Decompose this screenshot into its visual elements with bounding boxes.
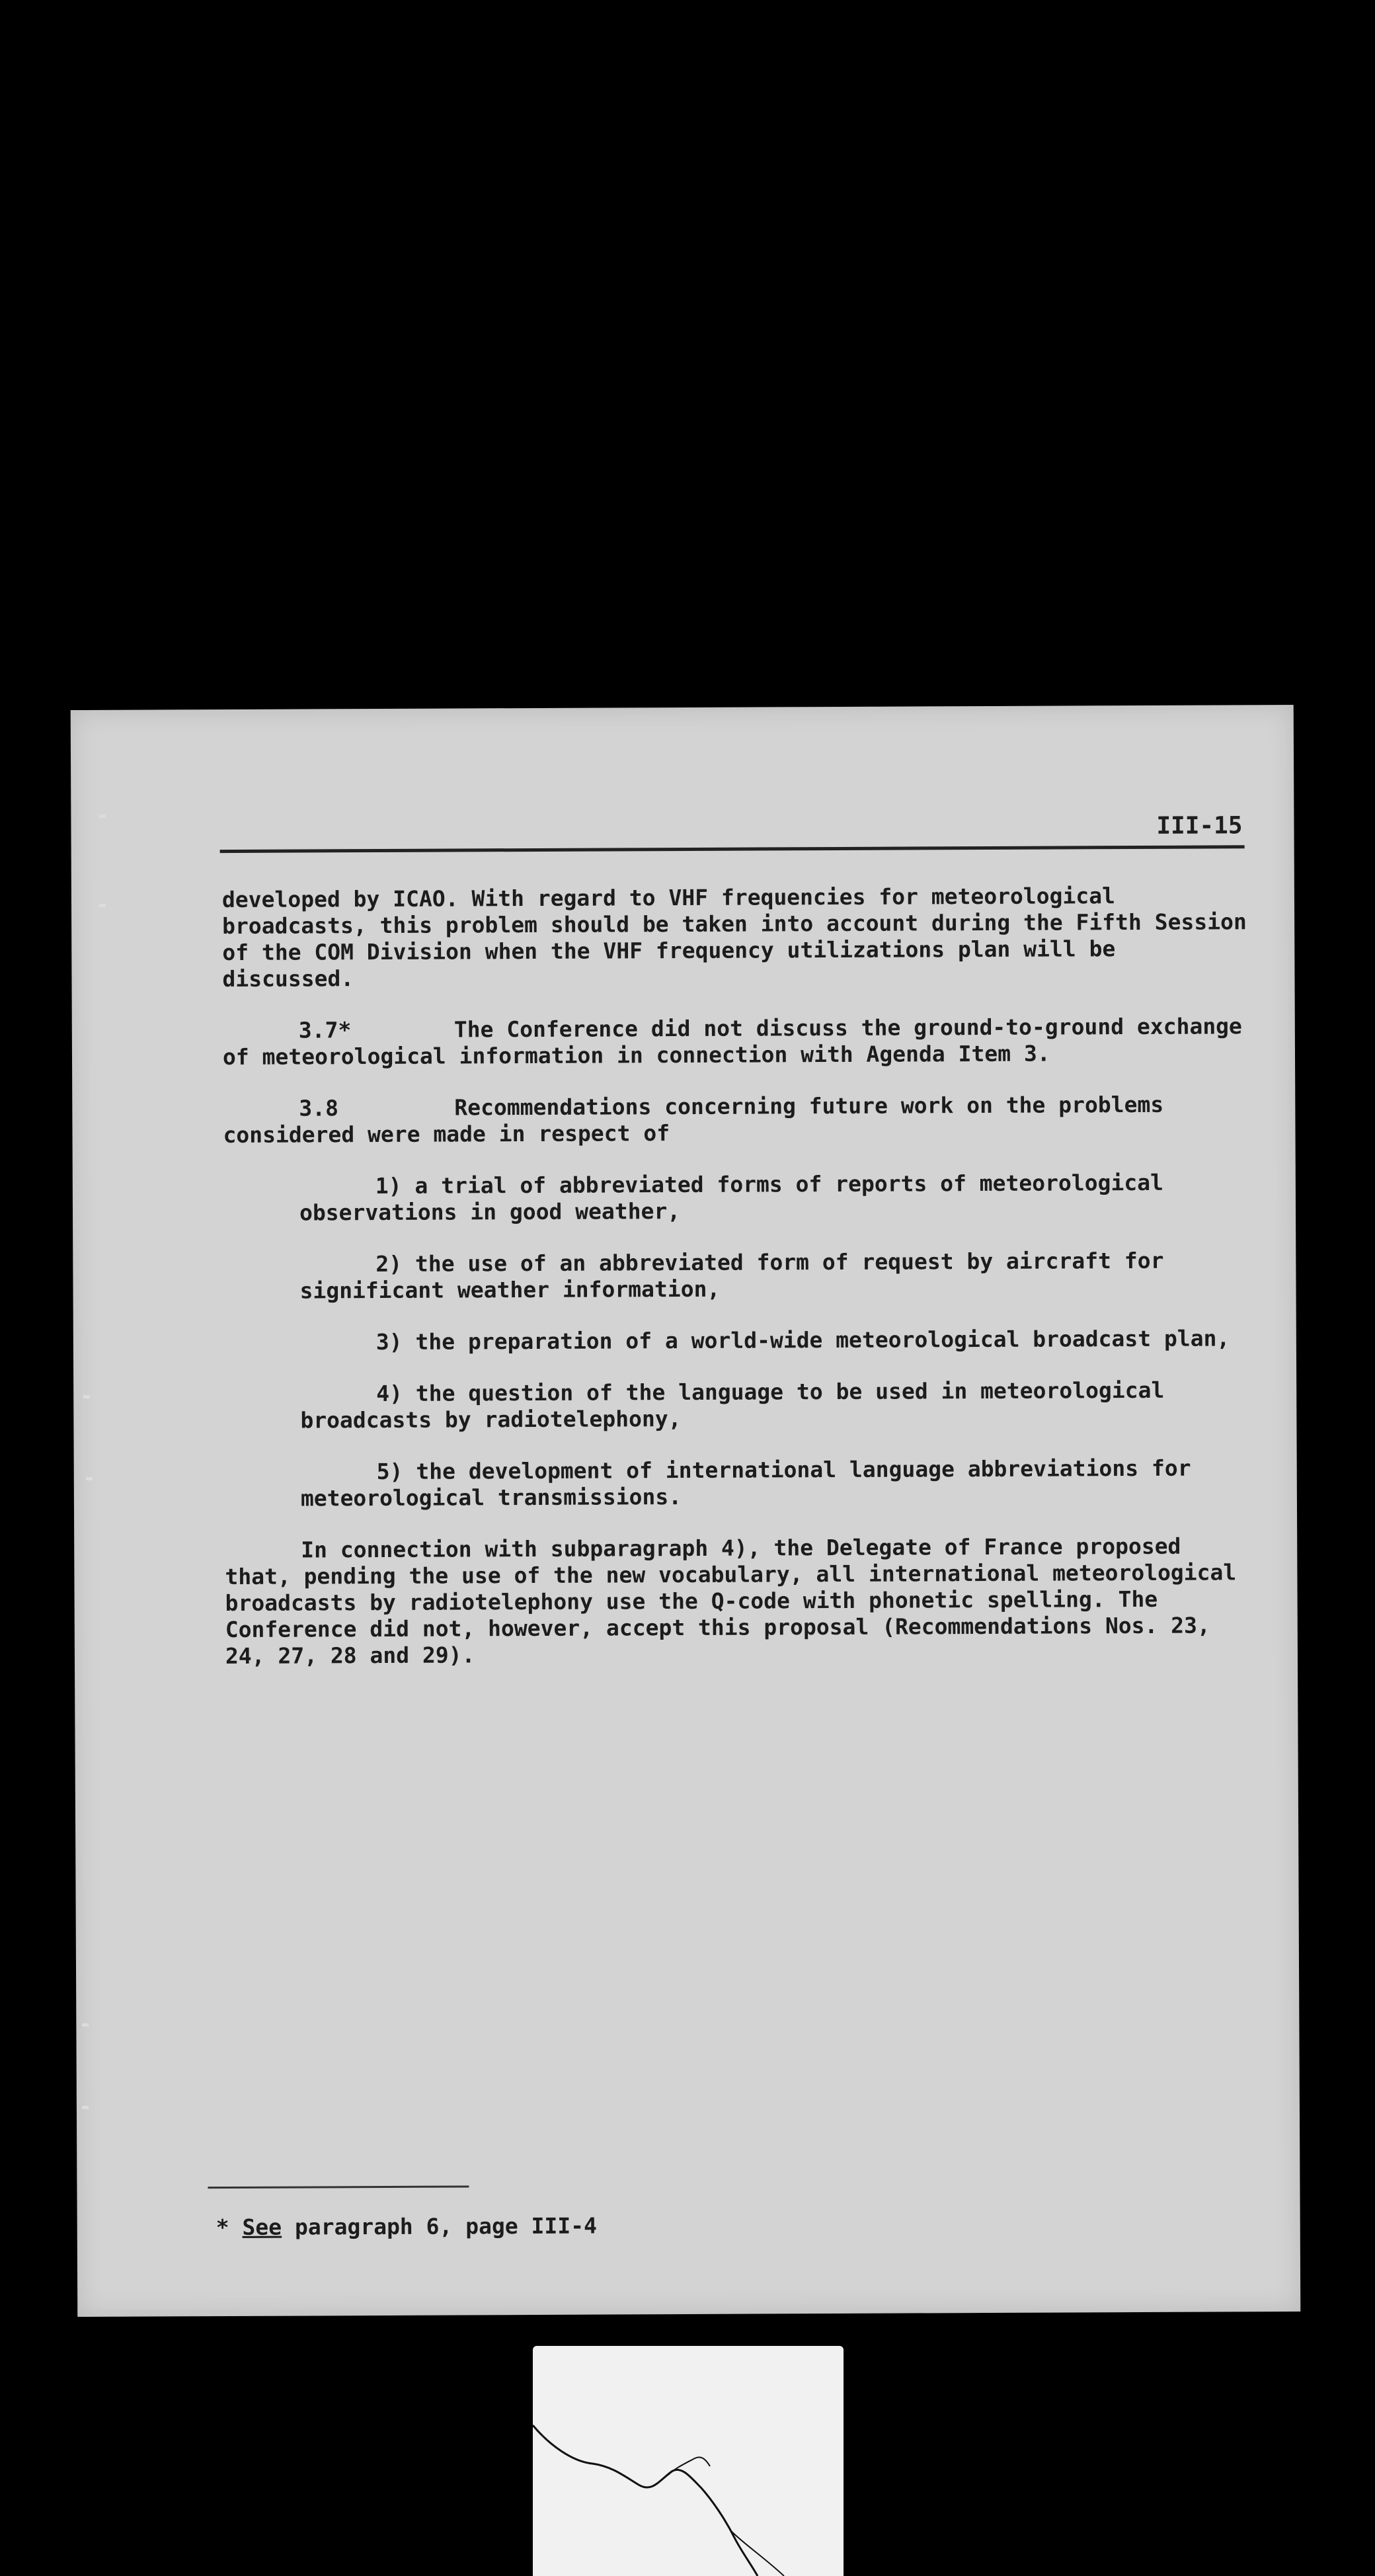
list-item: 5) the development of international language abbreviations for meteorological transmissions. [300, 1455, 1191, 1511]
list-item: 2) the use of an abbreviated form of request by aircraft for significant weather information, [299, 1247, 1164, 1304]
page-number: III-15 [1156, 812, 1243, 840]
scan-reference-card [533, 2346, 844, 2576]
document-body [222, 882, 1257, 1695]
footnote-rule [208, 2185, 469, 2189]
margin-mark [82, 2106, 89, 2109]
footnote [216, 2213, 597, 2241]
margin-mark [99, 815, 106, 818]
paragraph-text: Recommendations concerning future work on the problems considered were made in respect of [223, 1091, 1164, 1148]
margin-mark [86, 1477, 93, 1480]
paragraph-final: In connection with subparagraph 4), the Delegate of France proposed that, pending the use of the new vocabulary, all international meteorological broadcasts by radiotelephony use the Q-code with phonetic spelling. The Conference did not, however, accept this proposal (Recommendations Nos. 23, 24, 27, 28 and 29). [225, 1533, 1237, 1670]
list-item: 3) the preparation of a world-wide meteorological broadcast plan, [375, 1325, 1230, 1355]
footnote-marker: * [216, 2214, 243, 2241]
list-item: 1) a trial of abbreviated forms of reports of meteorological observations in good weather, [299, 1169, 1163, 1226]
margin-mark [82, 2023, 89, 2027]
paragraph-3-7 [223, 1013, 1254, 1070]
margin-mark [99, 904, 106, 907]
crack-lines-icon [533, 2346, 844, 2576]
list-item: 4) the question of the language to be used in meteorological broadcasts by radiotelephony, [300, 1377, 1165, 1433]
paragraph-number: 3.7* [298, 1017, 352, 1043]
paragraph-3-8 [223, 1091, 1254, 1148]
header-rule [220, 845, 1245, 853]
paragraph-continuation: developed by ICAO. With regard to VHF frequencies for meteorological broadcasts, this problem should be taken into account during the Fifth Session of the COM Division when the VHF frequency utilizations plan will be discussed. [221, 883, 1247, 992]
paragraph-text: The Conference did not discuss the ground-to-ground exchange of meteorological information in connection with Agenda Item 3. [222, 1013, 1242, 1070]
paragraph-number: 3.8 [299, 1095, 339, 1121]
footnote-text: paragraph 6, page III-4 [281, 2212, 597, 2240]
margin-mark [83, 1395, 90, 1398]
recommendation-list [299, 1169, 1256, 1511]
document-page [71, 705, 1301, 2317]
footnote-see: See [242, 2214, 282, 2240]
